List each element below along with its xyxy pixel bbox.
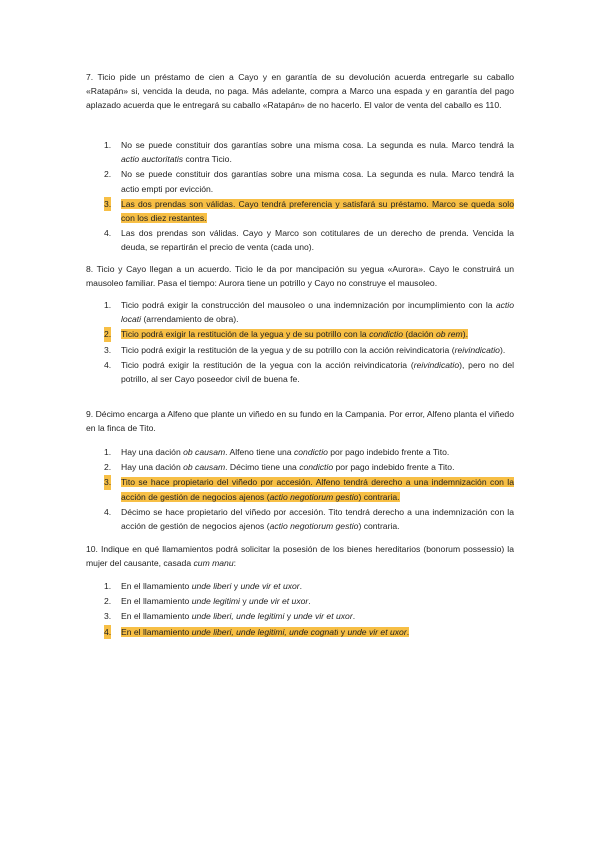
option-7-3-highlighted: 3. Las dos prendas son válidas. Cayo tendrá preferencia y satisfará su préstamo. Marco se queda solo con los diez restantes. [104, 198, 514, 224]
question-8: 8. Ticio y Cayo llegan a un acuerdo. Ticio le da por mancipación su yegua «Aurora». Cayo le construirá un mausoleo familiar. Pasa el tiempo: Aurora tiene un potrillo y Cayo no construye el mausoleo. [86, 264, 514, 289]
question-10: 10. Indique en qué llamamientos podrá solicitar la posesión de los bienes hereditarios (bonorum possessio) la mujer del causante, casada cum manu: [86, 544, 514, 569]
options-question-9 [86, 445, 514, 534]
option-8-4: 4. Ticio podrá exigir la restitución de la yegua con la acción reivindicatoria (reivindicatio), pero no del potrillo, al ser Cayo poseedor civil de buena fe. [104, 359, 515, 385]
option-9-1: 1. Hay una dación ob causam. Alfeno tiene una condictio por pago indebido frente a Tito. [104, 447, 450, 457]
option-9-4: 4. Décimo se hace propietario del viñedo por accesión. Tito tendrá derecho a una indemnización con la acción de gestión de negocios ajenos (actio negotiorum gestio) contraria. [104, 506, 514, 532]
option-7-1: 1. No se puede constituir dos garantías sobre una misma cosa. La segunda es nula. Marco tendrá la actio auctoritatis contra Ticio. [104, 140, 514, 165]
option-10-1: 1. En el llamamiento unde liberi y unde vir et uxor. [104, 581, 303, 591]
option-7-2: 2. No se puede constituir dos garantías sobre una misma cosa. La segunda es nula. Marco tendrá la actio empti por evicción. [104, 169, 514, 194]
option-10-3: 3. En el llamamiento unde liberi, unde legitimi y unde vir et uxor. [104, 611, 356, 622]
option-8-2-highlighted: 2. Ticio podrá exigir la restitución de la yegua y de su potrillo con la condictio (dación ob rem). [86, 327, 514, 341]
option-7-4: 4. Las dos prendas son válidas. Cayo y Marco son cotitulares de un derecho de prenda. Vencida la deuda, se repartirán el precio de venta (cada uno). [104, 228, 514, 253]
option-8-3: 3. Ticio podrá exigir la restitución de la yegua y de su potrillo con la acción reivindicatoria (reivindicatio). [104, 344, 506, 355]
question-9: 9. Décimo encarga a Alfeno que plante un viñedo en su fundo en la Campania. Por error, Alfeno planta el viñedo en la finca de Tito. [86, 409, 514, 434]
option-9-3-highlighted: 3. Tito se hace propietario del viñedo por accesión. Alfeno tendrá derecho a una indemnización con la acción de gestión de negocios ajenos (actio negotiorum gestio) contraria. [104, 477, 514, 502]
question-7: 7. Ticio pide un préstamo de cien a Cayo y en garantía de su devolución acuerda entregarle su caballo «Ratapán» si, vencida la deuda, no paga. Más adelante, compra a Marco una espada y en garantía del pago aplazado acuerda que le entregará su caballo «Ratapán» de no hacerlo. El valor de venta del caballo es 110. [86, 72, 514, 111]
options-question-8 [86, 298, 514, 387]
options-question-10 [86, 579, 514, 640]
options-question-7 [86, 138, 514, 256]
option-9-2: 2. Hay una dación ob causam. Décimo tiene una condictio por pago indebido frente a Tito. [104, 462, 455, 473]
option-10-4-highlighted: 4. En el llamamiento unde liberi, unde legitimi, unde cognati y unde vir et uxor. [86, 625, 514, 639]
option-8-1: 1. Ticio podrá exigir la construcción del mausoleo o una indemnización por incumplimiento con la actio locati (arrendamiento de obra). [104, 300, 514, 325]
option-10-2: 2. En el llamamiento unde legitimi y unde vir et uxor. [104, 596, 311, 607]
